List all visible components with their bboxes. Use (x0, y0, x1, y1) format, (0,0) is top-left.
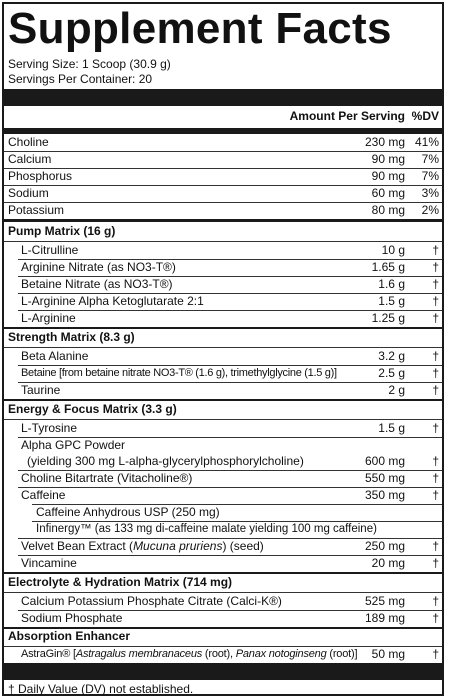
section-title: Electrolyte & Hydration Matrix (714 mg) (8, 575, 233, 589)
ingredient-amount: 10 g (381, 243, 405, 257)
row-divider (18, 382, 442, 383)
ingredient-name: Alpha GPC Powder (21, 438, 126, 452)
ingredient-dv: † (432, 539, 439, 553)
header-divider-bar (4, 128, 442, 134)
nutrient-name: Choline (8, 135, 49, 149)
ingredient-dv: † (432, 421, 439, 435)
ingredient-dv: † (432, 383, 439, 397)
ingredient-amount: 1.5 g (378, 294, 405, 308)
dv-header: %DV (411, 109, 439, 123)
astragin-part-text: (root), (202, 648, 236, 660)
nutrient-amount: 90 mg (371, 169, 405, 183)
ingredient-amount: 1.5 g (378, 421, 405, 435)
ingredient-name: L-Tyrosine (21, 421, 78, 435)
ingredient-dv: † (432, 488, 439, 502)
ingredient-name (21, 647, 357, 662)
ingredient-dv: † (432, 556, 439, 570)
ingredient-amount: 1.6 g (378, 277, 405, 291)
ingredient-name: L-Arginine Alpha Ketoglutarate 2:1 (21, 294, 204, 308)
ingredient-name: L-Arginine (21, 311, 76, 325)
ingredient-name: Sodium Phosphate (21, 611, 123, 625)
nutrient-amount: 80 mg (371, 203, 405, 217)
nutrient-dv: 3% (421, 186, 439, 200)
ingredient-amount: 1.65 g (371, 260, 405, 274)
ingredient-dv: † (432, 611, 439, 625)
supplement-facts-panel (2, 2, 444, 696)
ingredient-amount: 2 g (388, 383, 405, 397)
nutrient-amount: 60 mg (371, 186, 405, 200)
ingredient-name: Betaine [from betaine nitrate NO3-T® (1.6 g), trimethylglycine (1.5 g)] (21, 367, 337, 379)
serving-size: Serving Size: 1 Scoop (30.9 g) (8, 57, 171, 71)
ingredient-name: L-Citrulline (21, 243, 79, 257)
nutrient-dv: 41% (414, 135, 439, 149)
row-divider (4, 419, 442, 420)
section-title: Absorption Enhancer (8, 629, 131, 643)
ingredient-amount: 189 mg (364, 611, 405, 625)
astragin-name-text: AstraGin® [ (21, 648, 76, 660)
footnote: † Daily Value (DV) not established. (8, 682, 194, 696)
nutrient-name: Sodium (8, 186, 49, 200)
ingredient-dv: † (432, 594, 439, 608)
ingredient-name: Beta Alanine (21, 349, 89, 363)
astragin-part-text-2: (root)] (326, 648, 358, 660)
velvet-name-text: Velvet Bean Extract ( (21, 539, 134, 553)
nutrient-name: Potassium (8, 203, 65, 217)
row-divider (4, 592, 442, 593)
section-divider-bar (4, 219, 442, 222)
caffeine-source-name: Infinergy™ (as 133 mg di-caffeine malate yielding 100 mg caffeine) (36, 523, 377, 535)
section-divider (4, 399, 442, 401)
ingredient-amount: 1.25 g (371, 311, 405, 325)
bottom-divider-bar (4, 663, 442, 680)
ingredient-name: Taurine (21, 383, 61, 397)
nutrient-dv: 7% (421, 152, 439, 166)
section-title: Strength Matrix (8.3 g) (8, 330, 135, 344)
section-title: Energy & Focus Matrix (3.3 g) (8, 402, 177, 416)
ingredient-dv: † (432, 277, 439, 291)
ingredient-detail: (yielding 300 mg L-alpha-glycerylphosphorylcholine) (27, 454, 304, 468)
ingredient-dv: † (432, 349, 439, 363)
ingredient-amount: 50 mg (371, 647, 405, 661)
ingredient-amount: 2.5 g (378, 366, 405, 380)
nutrient-name: Calcium (8, 152, 52, 166)
row-divider (4, 347, 442, 348)
ingredient-amount: 3.2 g (378, 349, 405, 363)
ingredient-dv: † (432, 260, 439, 274)
top-divider-bar (4, 89, 442, 106)
amount-header: Amount Per Serving (289, 109, 405, 123)
ingredient-name (21, 539, 264, 554)
panax-latin-name: Panax notoginseng (235, 648, 327, 660)
ingredient-amount: 250 mg (364, 539, 405, 553)
nutrient-dv: 7% (421, 169, 439, 183)
ingredient-amount: 525 mg (364, 594, 405, 608)
panel-title: Supplement Facts (8, 4, 392, 53)
ingredient-amount: 350 mg (364, 488, 405, 502)
ingredient-dv: † (432, 243, 439, 257)
caffeine-source-name: Caffeine Anhydrous USP (250 mg) (36, 505, 220, 519)
row-divider (4, 241, 442, 242)
section-divider (4, 572, 442, 574)
nutrient-amount: 90 mg (371, 152, 405, 166)
ingredient-amount: 600 mg (364, 454, 405, 468)
astragalus-latin-name: Astragalus membranaceus (75, 648, 203, 660)
ingredient-amount: 550 mg (364, 471, 405, 485)
ingredient-amount: 20 mg (371, 556, 405, 570)
ingredient-dv: † (432, 647, 439, 661)
section-divider (4, 327, 442, 329)
ingredient-dv: † (432, 311, 439, 325)
ingredient-name: Betaine Nitrate (as NO3-T®) (21, 277, 173, 291)
nutrient-name: Phosphorus (8, 169, 73, 183)
ingredient-name: Vincamine (21, 556, 77, 570)
section-title: Pump Matrix (16 g) (8, 224, 116, 238)
velvet-part-text: ) (seed) (222, 539, 264, 553)
ingredient-name: Calcium Potassium Phosphate Citrate (Calci-K®) (21, 594, 282, 608)
ingredient-name: Choline Bitartrate (Vitacholine®) (21, 471, 193, 485)
velvet-latin-name: Mucuna pruriens (133, 539, 223, 553)
ingredient-name: Caffeine (21, 488, 66, 502)
ingredient-name: Arginine Nitrate (as NO3-T®) (21, 260, 176, 274)
ingredient-dv: † (432, 366, 439, 380)
ingredient-dv: † (432, 471, 439, 485)
servings-per-container: Servings Per Container: 20 (8, 72, 153, 86)
ingredient-dv: † (432, 454, 439, 468)
nutrient-dv: 2% (421, 203, 439, 217)
nutrient-amount: 230 mg (364, 135, 405, 149)
ingredient-dv: † (432, 294, 439, 308)
